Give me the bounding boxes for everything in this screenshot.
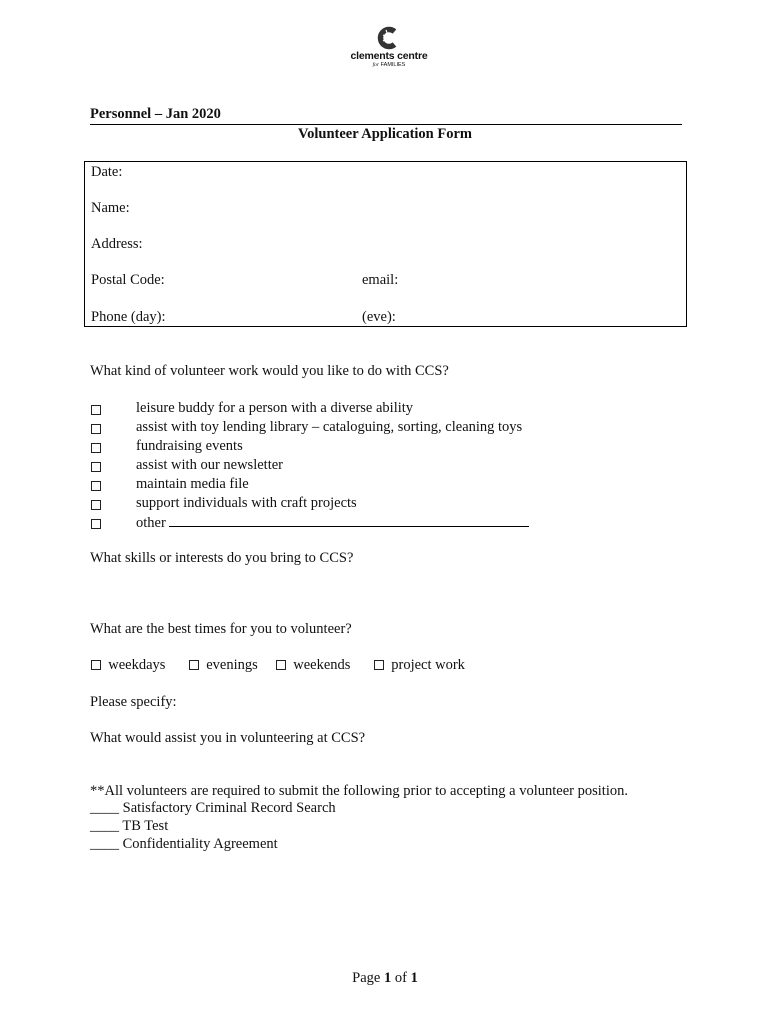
option-label: leisure buddy for a person with a diverse ability [136, 400, 414, 416]
checkbox[interactable] [91, 660, 101, 670]
time-option-evenings[interactable] [189, 657, 258, 674]
requirements-intro: **All volunteers are required to submit the following prior to accepting a volunteer position. [90, 783, 628, 799]
header-title: Personnel – Jan 2020 [90, 106, 221, 122]
requirement-item [90, 818, 168, 835]
requirement-label: Confidentiality Agreement [122, 836, 278, 852]
date-field-label[interactable]: Date: [91, 164, 123, 180]
name-field-label[interactable]: Name: [91, 200, 130, 216]
phone-day-field-label[interactable]: Phone (day): [91, 309, 166, 325]
option-label: fundraising events [136, 438, 243, 454]
address-field-label[interactable]: Address: [91, 236, 143, 252]
volunteer-work-question: What kind of volunteer work would you like to do with CCS? [90, 363, 449, 379]
other-blank-line[interactable] [169, 513, 529, 527]
checkbox[interactable] [91, 500, 101, 510]
requirement-blank[interactable]: ____ [90, 818, 119, 834]
page-footer [0, 970, 770, 987]
time-option-weekends[interactable] [276, 657, 350, 674]
option-label: project work [391, 657, 465, 673]
time-option-weekdays[interactable] [91, 657, 165, 674]
checkbox[interactable] [91, 481, 101, 491]
option-label: assist with toy lending library – cataloguing, sorting, cleaning toys [136, 419, 523, 435]
checkbox[interactable] [374, 660, 384, 670]
requirement-label: TB Test [122, 818, 169, 834]
email-field-label[interactable]: email: [362, 272, 399, 288]
form-title: Volunteer Application Form [297, 126, 472, 142]
assist-question: What would assist you in volunteering at CCS? [90, 730, 366, 746]
checkbox[interactable] [91, 405, 101, 415]
other-option [136, 513, 529, 533]
logo-name: clements centre [350, 50, 428, 62]
please-specify-label[interactable]: Please specify: [90, 694, 177, 710]
requirement-item [90, 800, 336, 817]
requirement-label: Satisfactory Criminal Record Search [122, 800, 336, 816]
requirement-blank[interactable]: ____ [90, 836, 119, 852]
requirement-item [90, 836, 278, 853]
checkbox[interactable] [189, 660, 199, 670]
page-word: Page [352, 970, 381, 986]
option-label: weekdays [108, 657, 166, 673]
skills-question: What skills or interests do you bring to CCS? [90, 550, 354, 566]
phone-eve-field-label[interactable]: (eve): [362, 309, 396, 325]
best-times-question: What are the best times for you to volunteer? [90, 621, 352, 637]
page-total: 1 [410, 970, 418, 986]
checkbox[interactable] [91, 519, 101, 529]
option-label: weekends [293, 657, 351, 673]
postal-code-field-label[interactable]: Postal Code: [91, 272, 165, 288]
checkbox[interactable] [91, 424, 101, 434]
logo-mark-icon [377, 26, 401, 50]
option-label: support individuals with craft projects [136, 495, 357, 511]
requirement-blank[interactable]: ____ [90, 800, 119, 816]
checkbox[interactable] [91, 462, 101, 472]
option-label: other [136, 515, 166, 531]
checkbox[interactable] [91, 443, 101, 453]
logo [334, 26, 444, 66]
option-label: maintain media file [136, 476, 249, 492]
of-word: of [394, 970, 407, 986]
header-rule [90, 124, 682, 125]
option-label: evenings [206, 657, 258, 673]
time-option-project-work[interactable] [374, 657, 465, 674]
checkbox[interactable] [276, 660, 286, 670]
option-label: assist with our newsletter [136, 457, 283, 473]
page-number: 1 [383, 970, 392, 986]
logo-subtitle: for FAMILIES [372, 62, 406, 68]
contact-info-box [84, 161, 687, 327]
